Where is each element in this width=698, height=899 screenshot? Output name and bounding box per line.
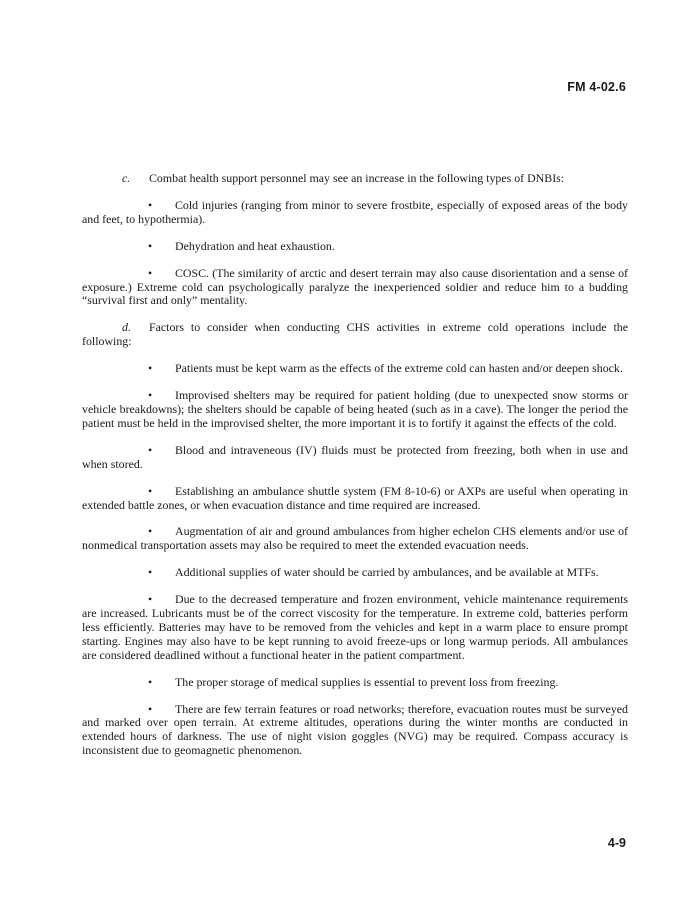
list-item-text: Due to the decreased temperature and frozen environment, vehicle maintenance requirements are increased. Lubricants must be of the correct viscosity for the temperature. In extreme cold, batteries perform less efficiently. Batteries may have to be removed from the vehicles and kept in a warm place to ensure prompt starting. Engines may also have to be kept running to avoid freeze-ups or long warmup periods. All ambulances are considered deadlined without a functional heater in the patient compartment. (82, 592, 628, 662)
bullet-icon: • (148, 483, 153, 498)
bullet-icon: • (148, 361, 153, 376)
list-item (82, 566, 628, 580)
bullet-icon: • (148, 674, 153, 689)
list-item (82, 199, 628, 227)
bullet-icon: • (148, 701, 153, 716)
list-item (82, 485, 628, 513)
paragraph-c (82, 172, 628, 186)
bullet-icon: • (148, 238, 153, 253)
list-item-text: Additional supplies of water should be carried by ambulances, and be available at MTFs. (175, 565, 599, 580)
list-item (82, 389, 628, 431)
list-item (82, 267, 628, 309)
list-item-text: The proper storage of medical supplies is essential to prevent loss from freezing. (175, 674, 559, 689)
bullet-icon: • (148, 197, 153, 212)
list-item-text: Improvised shelters may be required for patient holding (due to unexpected snow storms or vehicle breakdowns); the shelters should be capable of being heated (such as in a cave). The longer the period the patient must be held in the improvised shelter, the more important it is to fortify it against the effects of the cold. (82, 388, 628, 430)
list-item-text: There are few terrain features or road networks; therefore, evacuation routes must be surveyed and marked over open terrain. At extreme altitudes, operations during the winter months are conducted in extended hours of darkness. The use of night vision goggles (NVG) may be required. Compass accuracy is inconsistent due to geomagnetic phenomenon. (82, 701, 628, 758)
list-item-text: Blood and intraveneous (IV) fluids must be protected from freezing, both when in use and when stored. (82, 442, 628, 471)
list-item (82, 362, 628, 376)
list-item-text: Augmentation of air and ground ambulances from higher echelon CHS elements and/or use of nonmedical transportation assets may also be required to meet the extended evacuation needs. (82, 524, 628, 553)
list-item (82, 240, 628, 254)
document-id-header: FM 4-02.6 (567, 80, 626, 94)
list-item (82, 676, 628, 690)
list-item-text: Dehydration and heat exhaustion. (175, 238, 335, 253)
list-item-text: Patients must be kept warm as the effects of the extreme cold can hasten and/or deepen shock. (175, 361, 623, 376)
page-body (82, 172, 628, 771)
paragraph-marker: c. (122, 171, 131, 185)
paragraph-text: Factors to consider when conducting CHS activities in extreme cold operations include the following: (82, 320, 628, 349)
paragraph-d (82, 321, 628, 349)
list-item-text: COSC. (The similarity of arctic and desert terrain may also cause disorientation and a sense of exposure.) Extreme cold can psychologically paralyze the inexperienced soldier and reduce him to a budding “survival first and only” mentality. (82, 265, 628, 308)
list-item (82, 525, 628, 553)
bullet-icon: • (148, 565, 153, 580)
page-number: 4-9 (607, 836, 626, 850)
bullet-icon: • (148, 265, 153, 280)
list-item-text: Establishing an ambulance shuttle system (FM 8-10-6) or AXPs are useful when operating in extended battle zones, or when evacuation distance and time required are increased. (82, 483, 628, 512)
list-item (82, 703, 628, 759)
bullet-icon: • (148, 592, 153, 607)
list-item-text: Cold injuries (ranging from minor to severe frostbite, especially of exposed areas of the body and feet, to hypothermia). (82, 197, 628, 226)
bullet-icon: • (148, 524, 153, 539)
list-item (82, 593, 628, 663)
bullet-icon: • (148, 442, 153, 457)
paragraph-text: Combat health support personnel may see an increase in the following types of DNBIs: (149, 171, 565, 185)
list-item (82, 444, 628, 472)
bullet-icon: • (148, 388, 153, 403)
paragraph-marker: d. (122, 320, 131, 335)
